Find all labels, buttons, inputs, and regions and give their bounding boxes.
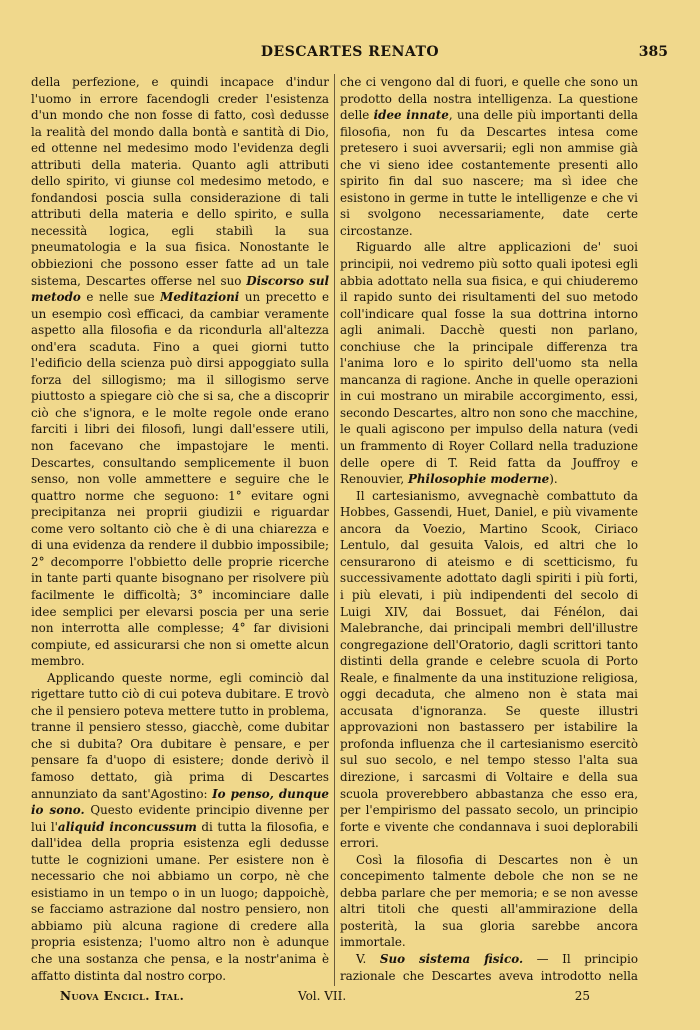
footer-signature: Nuova Encicl. Ital. <box>60 989 185 1003</box>
emphasized-term: idee innate <box>373 108 449 123</box>
page-footer <box>60 989 590 1009</box>
running-title: DESCARTES RENATO <box>260 44 440 60</box>
paragraph: che ci vengono dal di fuori, e quelle che sono un prodotto della nostra intelligenza. La questione delle idee innate, una delle più importanti della filosofia, non fu da Descartes intesa come pretesero i suoi avversarii; egli non ammise già che vi sieno idee costantemente presenti allo spirito fin dal suo nascere; ma sì idee che esistono in germe in tutte le intelligenze e che vi si svolgono necessariamente, date certe circostanze. <box>340 75 638 238</box>
emphasized-term: Philosophie moderne <box>407 472 550 487</box>
right-column <box>340 74 638 986</box>
page-number: 385 <box>638 44 668 60</box>
running-header <box>32 44 668 68</box>
emphasized-term: aliquid inconcussum <box>57 819 197 834</box>
emphasized-term: Discorso sul metodo <box>31 273 329 305</box>
emphasized-term: Io penso, dunque io sono. <box>31 786 329 818</box>
left-column <box>31 74 329 986</box>
paragraph: Applicando queste norme, egli cominciò dal rigettare tutto ciò di cui poteva dubitare. E trovò che il pensiero poteva mettere tutto in problema, tranne il pensiero stesso, giacchè, come dubitar che si dubita? Ora dubitare è pensare, e per pensare fa d'uopo di esistere; donde derivò il famoso dettato, già prima di Descartes annunziato da sant'Agostino: Io penso, dunque io sono. Questo evidente principio divenne per lui l'aliquid inconcussum di tutta la filosofia, e dall'idea della propria esistenza egli dedusse tutte le cognizioni umane. Per esistere non è necessario che noi abbiamo un corpo, nè che esistiamo in un tempo o in un luogo; dappoichè, se facciamo astrazione dal nostro pensiero, non abbiamo più alcuna ragione di credere alla propria esistenza; l'uomo altro non è adunque che una sostanza che pensa, e la nostr'anima è affatto distinta dal nostro corpo. <box>31 670 329 983</box>
paragraph <box>31 984 329 986</box>
footer-sheet-number: 25 <box>574 989 590 1003</box>
paragraph: della perfezione, e quindi incapace d'indur l'uomo in errore facendogli creder l'esistenza d'un mondo che non fosse di fatto, così dedusse la realità del mondo dalla bontà e santità di Dio, ed ottenne nel medesimo modo l'evidenza degli attributi della materia. Quanto agli attributi dello spirito, vi giunse col medesimo metodo, e fondandosi poscia sulla considerazione di tali attributi della materia e dello spirito, e sulla necessità logica, egli stabilì la sua pneumatologia e la sua fisica. Nonostante le obbiezioni che possono esser fatte ad un tale sistema, Descartes offerse nel suo Discorso sul metodo e nelle sue Meditazioni un precetto e un esempio così efficaci, da cambiar veramente aspetto alla filosofia e da ricondurla all'altezza ond'era scaduta. Fino a quei giorni tutto l'edificio della scienza può dirsi appoggiato sulla forza del sillogismo; ma il sillogismo serve piuttosto a spiegare ciò che si sa, che a discoprir ciò che s'ignora, e le molte regole onde erano farciti i libri dei filosofi, lungi dall'essere utili, non facevano che impastojare le menti. Descartes, consultando semplicemente il buon senso, non volle ammettere e seguire che le quattro norme che seguono: 1° evitare ogni precipitanza nei proprii giudizii e riguardar come vero soltanto ciò che è di una chiarezza e di una evidenza da rendere il dubbio impossibile; 2° decomporre l'obbietto delle proprie ricerche in tante parti quante bisognano per risolvere più facilmente le difficoltà; 3° incominciare dalle idee semplici per elevarsi poscia per una serie non interrotta alle complesse; 4° far divisioni compiute, ed assicurarsi che non si omette alcun membro. <box>31 75 329 669</box>
footer-volume: Vol. VII. <box>298 989 347 1003</box>
paragraph: V. Suo sistema fisico. — Il principio razionale che Descartes aveva introdotto nella <box>340 951 638 983</box>
emphasized-term: Suo sistema fisico. <box>379 951 524 966</box>
paragraph: Così la filosofia di Descartes non è un concepimento talmente debole che non se ne debba parlare che per memoria; e se non avesse altri titoli che questi all'ammirazione della posterità, la sua gloria sarebbe ancora immortale. <box>340 852 638 950</box>
paragraph: Il cartesianismo, avvegnachè combattuto da Hobbes, Gassendi, Huet, Daniel, e più vivamente ancora da Voezio, Martino Scook, Ciriaco Lentulo, dal gesuita Valois, ed altri che lo censurarono di ateismo e di scetticismo, fu successivamente adottato dagli spiriti i più forti, i più elevati, i più indipendenti del secolo di Luigi XIV, dai Bossuet, dai Fénélon, dai Malebranche, dai principali membri dell'illustre congregazione dell'Oratorio, dagli scrittori tanto distinti della grande e celebre scuola di Porto Reale, e finalmente da una instituzione religiosa, oggi decaduta, che almeno non è stata mai accusata d'ignoranza. Se queste illustri approvazioni non bastassero per istabilire la profonda influenza che il cartesianismo esercitò sul suo secolo, e nel tempo stesso l'alta sua direzione, i sarcasmi di Voltaire e della sua scuola proverebbero abbastanza che esso era, per l'empirismo del passato secolo, un principio forte e vivente che condannava i suoi deplorabili errori. <box>340 488 638 851</box>
column-divider <box>334 74 335 986</box>
paragraph: Riguardo alle altre applicazioni de' suoi principii, noi vedremo più sotto quali ipotesi egli abbia adottato nella sua fisica, e qui chiuderemo il rapido sunto dei risultamenti del suo metodo coll'indicare qual fosse la sua dottrina intorno agli animali. Dacchè questi non parlano, conchiuse che la principale differenza tra l'anima loro e lo spirito dell'uomo sta nella mancanza di ragione. Anche in quelle operazioni in cui mostrano un mirabile accorgimento, essi, secondo Descartes, altro non sono che macchine, le quali agiscono per impulso della natura (vedi un frammento di Royer Collard nella traduzione delle opere di T. Reid fatta da Jouffroy e Renouvier, Philosophie moderne). <box>340 240 638 487</box>
emphasized-term: Meditazioni <box>160 290 240 305</box>
